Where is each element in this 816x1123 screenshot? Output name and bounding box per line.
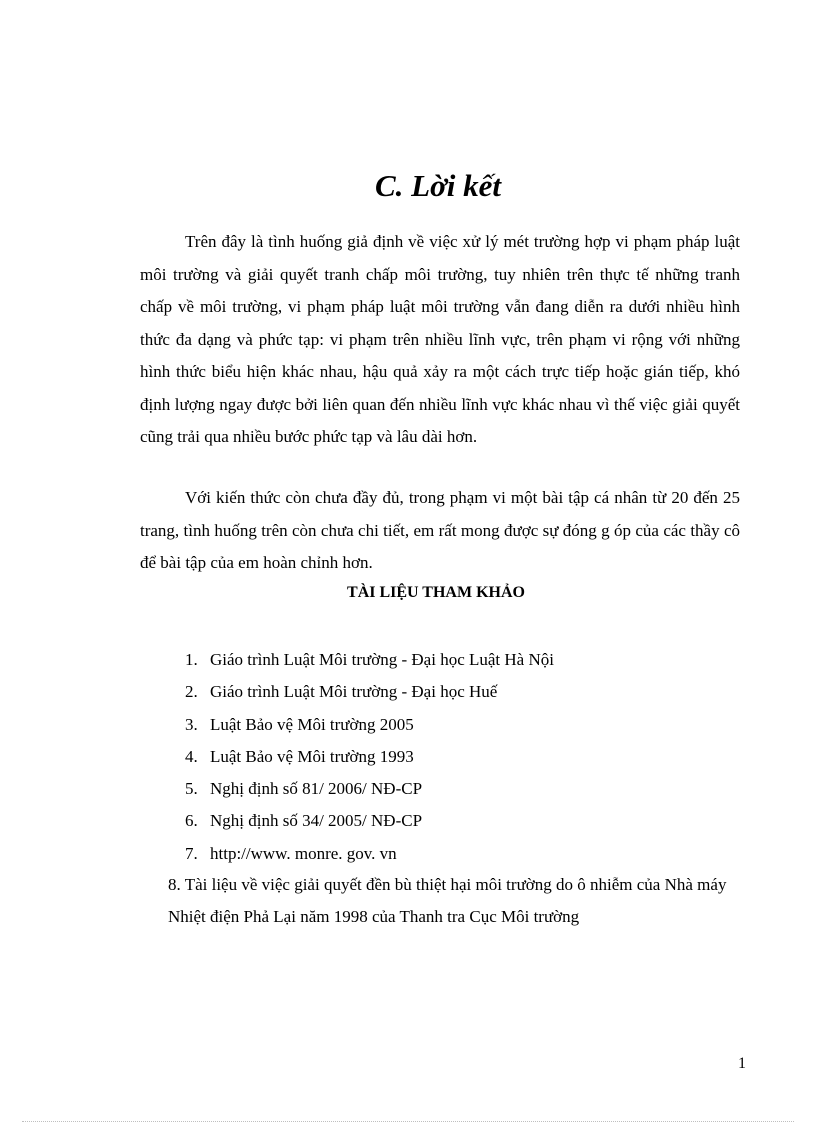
- conclusion-paragraph-1: Trên đây là tình huống giả định về việc xử lý mét trường hợp vi phạm pháp luật môi trường và giải quyết tranh chấp môi trường, tuy nhiên trên thực tế những tranh chấp về môi trường, vi phạm pháp luật môi trường vẫn đang diễn ra dưới nhiều hình thức đa dạng và phức tạp: vi phạm trên nhiều lĩnh vực, trên phạm vi rộng với những hình thức biểu hiện khác nhau, hậu quả xảy ra một cách trực tiếp hoặc gián tiếp, khó định lượng ngay được bởi liên quan đến nhiều lĩnh vực khác nhau vì thế việc giải quyết cũng trải qua nhiều bước phức tạp và lâu dài hơn.: [140, 232, 740, 446]
- reference-item-8: 8. Tài liệu về việc giải quyết đền bù thiệt hại môi trường do ô nhiễm của Nhà máy Nhiệt điện Phả Lại năm 1998 của Thanh tra Cục Môi trường: [168, 875, 727, 927]
- reference-text: Giáo trình Luật Môi trường - Đại học Luật Hà Nội: [210, 650, 554, 669]
- page-bottom-divider: [22, 1121, 794, 1122]
- reference-item: [185, 805, 554, 837]
- reference-number: 3.: [185, 714, 198, 734]
- references-heading: TÀI LIỆU THAM KHẢO: [347, 584, 525, 601]
- reference-item: [185, 709, 554, 741]
- reference-item: [185, 676, 554, 708]
- reference-item: [185, 838, 554, 870]
- reference-text: Giáo trình Luật Môi trường - Đại học Huế: [210, 682, 498, 702]
- reference-text: Luật Bảo vệ Môi trường 2005: [210, 714, 414, 734]
- references-list: [185, 644, 554, 870]
- reference-text: Luật Bảo vệ Môi trường 1993: [210, 746, 414, 766]
- reference-number: 5.: [185, 779, 198, 799]
- reference-number: 2.: [185, 682, 198, 702]
- reference-number: 6.: [185, 811, 198, 831]
- reference-number: 4.: [185, 746, 198, 766]
- reference-text: Nghị định số 34/ 2005/ NĐ-CP: [210, 811, 423, 831]
- reference-number: 7.: [185, 843, 198, 863]
- page-title: C. Lời kết: [375, 168, 501, 203]
- reference-text: Nghị định số 81/ 2006/ NĐ-CP: [210, 779, 423, 799]
- reference-number: 1.: [185, 650, 198, 669]
- conclusion-paragraph-2: Với kiến thức còn chưa đầy đủ, trong phạm vi một bài tập cá nhân từ 20 đến 25 trang, tình huống trên còn chưa chi tiết, em rất mong được sự đóng g óp của các thầy cô để bài tập của em hoàn chỉnh hơn.: [140, 488, 740, 572]
- reference-item: [185, 644, 554, 676]
- reference-text: http://www. monre. gov. vn: [210, 843, 397, 863]
- page-number: 1: [738, 1055, 746, 1072]
- reference-item: [185, 741, 554, 773]
- reference-item: [185, 773, 554, 805]
